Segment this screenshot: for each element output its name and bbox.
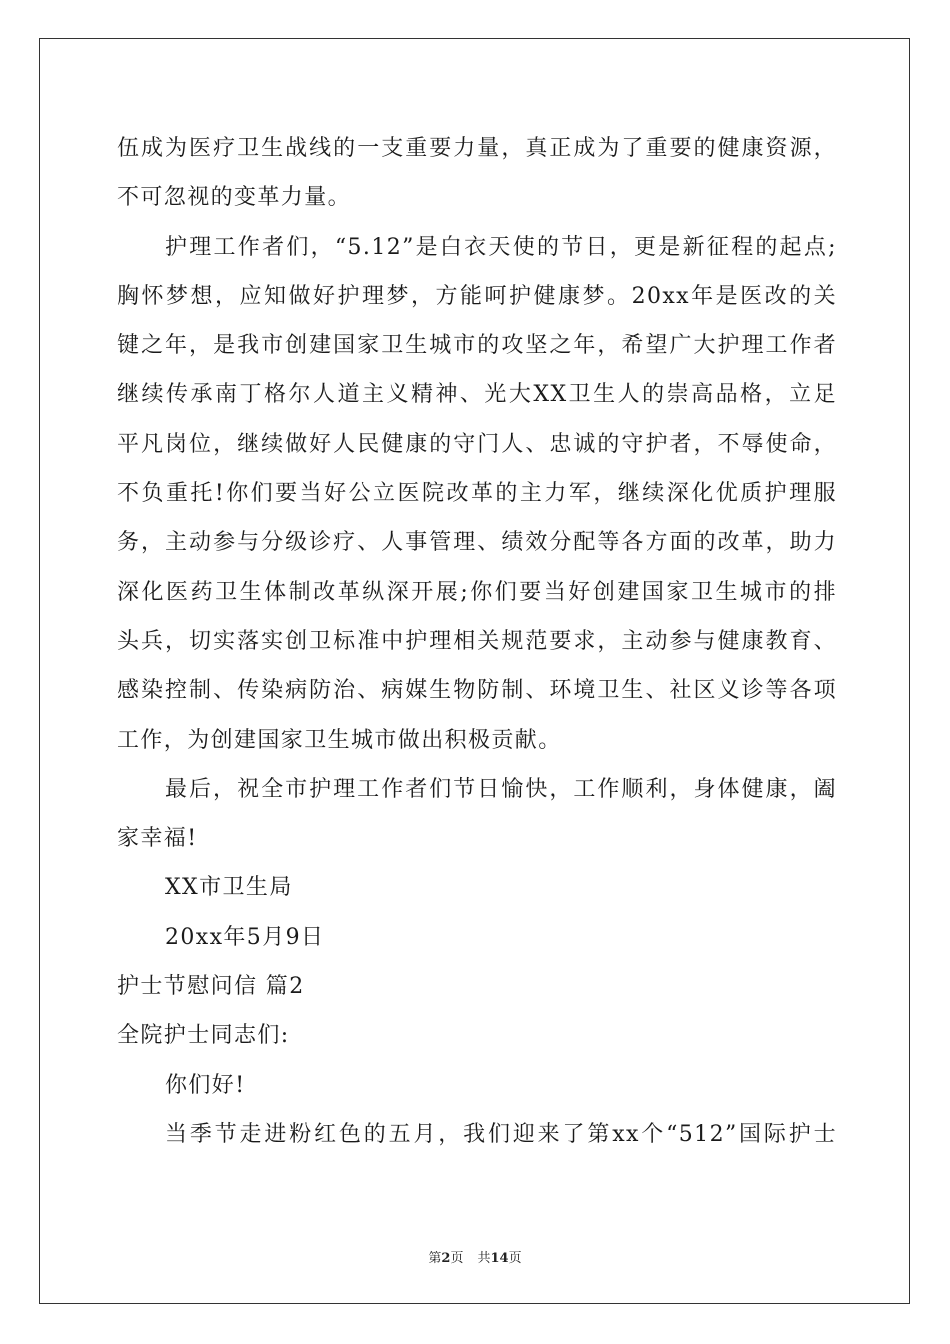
text-line: 继续传承南丁格尔人道主义精神、光大XX卫生人的崇高品格，立足 xyxy=(117,382,837,408)
text-line: 不可忽视的变革力量。 xyxy=(117,185,352,211)
text-line: 胸怀梦想，应知做好护理梦，方能呵护健康梦。20xx年是医改的关 xyxy=(117,283,837,309)
text-line: 护士节慰问信 篇2 xyxy=(117,974,305,1000)
footer-total-prefix: 共 xyxy=(477,1251,491,1266)
text-line: 当季节走进粉红色的五月，我们迎来了第xx个“512”国际护士 xyxy=(165,1121,837,1147)
text-line: 深化医药卫生体制改革纵深开展;你们要当好创建国家卫生城市的排 xyxy=(117,579,837,605)
text-line: 平凡岗位，继续做好人民健康的守门人、忠诚的守护者，不辱使命， xyxy=(117,431,837,457)
text-line: 键之年，是我市创建国家卫生城市的攻坚之年，希望广大护理工作者 xyxy=(117,333,837,359)
text-line: 20xx年5月9日 xyxy=(165,924,325,950)
text-line: 工作，为创建国家卫生城市做出积极贡献。 xyxy=(117,727,562,753)
page-footer xyxy=(0,1247,950,1266)
text-line: 家幸福! xyxy=(117,826,198,852)
footer-current-page: 2 xyxy=(441,1251,451,1266)
text-line: 最后，祝全市护理工作者们节日愉快，工作顺利，身体健康，阖 xyxy=(165,776,837,802)
footer-page-prefix: 第 xyxy=(428,1251,442,1266)
document-body xyxy=(117,124,837,1159)
text-line: 全院护士同志们: xyxy=(117,1023,290,1049)
text-line: 不负重托!你们要当好公立医院改革的主力军，继续深化优质护理服 xyxy=(117,481,837,507)
text-line: 伍成为医疗卫生战线的一支重要力量，真正成为了重要的健康资源， xyxy=(117,136,837,161)
text-line: 你们好! xyxy=(165,1072,246,1098)
footer-total-suffix: 页 xyxy=(508,1251,522,1266)
text-line: 护理工作者们，“5.12”是白衣天使的节日，更是新征程的起点; xyxy=(165,234,837,260)
text-line: 务，主动参与分级诊疗、人事管理、绩效分配等各方面的改革，助力 xyxy=(117,530,837,556)
footer-total-pages: 14 xyxy=(490,1251,509,1266)
text-line: 头兵，切实落实创卫标准中护理相关规范要求，主动参与健康教育、 xyxy=(117,628,837,654)
footer-page-suffix: 页 xyxy=(450,1251,464,1266)
text-line: 感染控制、传染病防治、病媒生物防制、环境卫生、社区义诊等各项 xyxy=(117,678,837,704)
text-line: XX市卫生局 xyxy=(165,875,293,901)
